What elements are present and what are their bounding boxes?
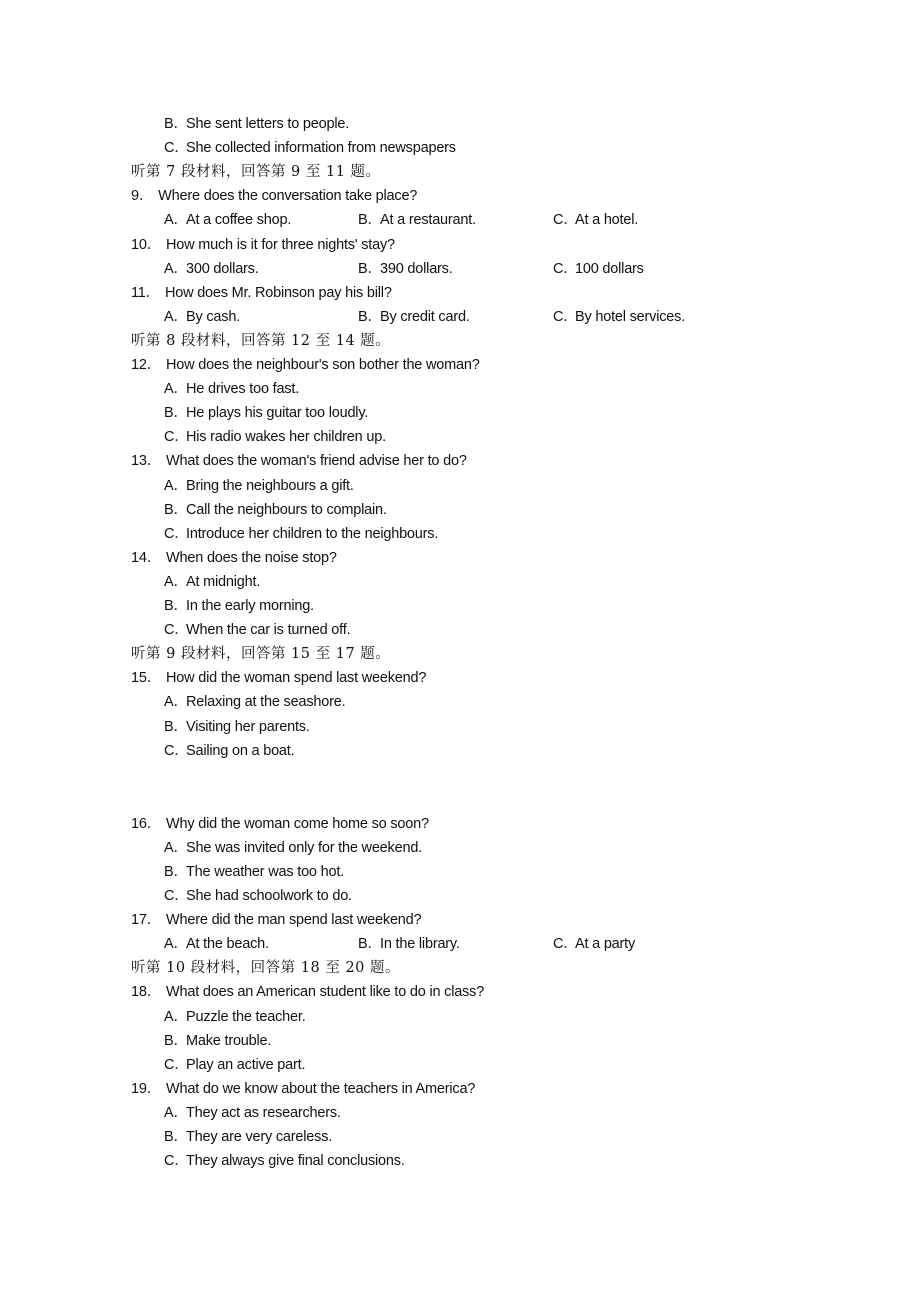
answer-option [164, 740, 294, 762]
question-line [131, 234, 395, 256]
option-text: By cash. [186, 308, 241, 325]
option-text: Puzzle the teacher. [186, 1008, 306, 1025]
option-text: They are very careless. [186, 1129, 333, 1145]
question-text: How does Mr. Robinson pay his bill? [164, 284, 392, 301]
option-letter: C． [164, 742, 189, 759]
question-number: 18． [131, 984, 162, 1001]
option-text: At the beach. [186, 936, 269, 953]
answer-option [164, 595, 314, 617]
answer-option [164, 378, 299, 400]
option-letter: B． [164, 501, 188, 518]
answer-option [553, 306, 685, 328]
section-instruction: 听第 9 段材料，回答第 15 至 17 题。 [131, 646, 391, 663]
option-text: She sent letters to people. [186, 116, 350, 132]
question-line [131, 185, 417, 207]
option-text: The weather was too hot. [186, 863, 345, 880]
option-letter: C． [164, 1056, 189, 1073]
option-letter: B． [164, 598, 188, 614]
option-letter: C． [553, 936, 578, 953]
option-letter: C． [164, 888, 189, 904]
option-text: He plays his guitar too loudly. [186, 405, 369, 422]
answer-option [164, 475, 354, 497]
option-letter: B． [358, 936, 382, 953]
answer-option [358, 258, 453, 280]
question-line [131, 547, 337, 569]
answer-option [164, 499, 387, 521]
answer-option [164, 885, 352, 907]
option-letter: B． [358, 212, 382, 229]
option-letter: C． [164, 429, 189, 446]
question-text: What do we know about the teachers in America? [166, 1080, 476, 1097]
answer-option [164, 1030, 271, 1052]
option-letter: A． [164, 308, 188, 325]
option-text: She had schoolwork to do. [186, 888, 352, 904]
answer-option [164, 426, 386, 448]
question-number: 14． [131, 549, 162, 566]
option-letter: C． [164, 525, 189, 542]
answer-option [164, 1006, 306, 1028]
answer-option [164, 306, 240, 328]
answer-option [164, 1054, 305, 1076]
option-letter: B． [358, 260, 382, 277]
question-text: How much is it for three nights' stay? [166, 236, 395, 253]
question-text: Where does the conversation take place? [158, 188, 418, 205]
question-line [131, 667, 426, 689]
question-text: How does the neighbour's son bother the woman? [166, 357, 480, 373]
option-letter: B． [164, 405, 188, 422]
option-letter: C． [553, 260, 578, 277]
option-letter: A． [164, 260, 188, 277]
answer-option [164, 402, 368, 424]
option-text: Bring the neighbours a gift. [186, 477, 354, 494]
question-text: Where did the man spend last weekend? [166, 912, 422, 929]
option-letter: A． [164, 212, 188, 229]
option-text: Relaxing at the seashore. [186, 694, 346, 711]
option-text: She collected information from newspapers [186, 140, 456, 157]
question-line [131, 282, 392, 304]
option-text: Play an active part. [186, 1056, 306, 1073]
option-text: She was invited only for the weekend. [186, 839, 423, 856]
option-text: At a party [575, 936, 636, 953]
answer-option [164, 137, 456, 159]
question-number: 15． [131, 670, 162, 687]
answer-option [164, 1126, 332, 1148]
answer-option [164, 716, 310, 738]
option-text: At a coffee shop. [186, 212, 292, 229]
option-letter: C． [164, 1153, 189, 1170]
question-line [131, 909, 421, 931]
answer-option [164, 523, 438, 545]
question-text: What does an American student like to do in class? [166, 984, 485, 1001]
answer-option [358, 933, 460, 955]
option-letter: A． [164, 573, 188, 590]
question-number: 19． [131, 1080, 162, 1097]
option-text: By credit card. [380, 308, 470, 325]
answer-option [164, 113, 349, 135]
option-letter: B． [164, 1032, 188, 1049]
option-text: He drives too fast. [186, 381, 300, 398]
answer-option [164, 691, 345, 713]
question-number: 12． [131, 357, 162, 373]
section-instruction: 听第 10 段材料，回答第 18 至 20 题。 [131, 960, 401, 977]
option-text: At a hotel. [575, 212, 639, 229]
answer-option [164, 571, 260, 593]
option-letter: B． [164, 1129, 188, 1145]
question-number: 11． [131, 284, 160, 301]
question-number: 16． [131, 815, 162, 832]
option-text: Visiting her parents. [186, 718, 310, 735]
option-text: At midnight. [186, 573, 261, 590]
option-letter: C． [164, 622, 189, 639]
option-letter: A． [164, 1104, 188, 1121]
option-letter: A． [164, 694, 188, 711]
option-text: Sailing on a boat. [186, 742, 295, 759]
option-letter: A． [164, 1008, 188, 1025]
option-text: They act as researchers. [186, 1104, 341, 1121]
answer-option [164, 837, 422, 859]
option-text: They always give final conclusions. [186, 1153, 405, 1170]
option-text: Call the neighbours to complain. [186, 501, 387, 518]
question-line [131, 1078, 475, 1100]
answer-option [164, 1150, 405, 1172]
answer-option [164, 1102, 341, 1124]
question-text: What does the woman's friend advise her to do? [166, 453, 467, 470]
question-number: 17． [131, 912, 162, 929]
option-text: Make trouble. [186, 1032, 272, 1049]
option-letter: B． [164, 116, 188, 132]
option-text: His radio wakes her children up. [186, 429, 386, 446]
option-letter: C． [553, 212, 578, 229]
answer-option [164, 861, 344, 883]
answer-option [164, 258, 259, 280]
option-letter: B． [164, 718, 188, 735]
option-text: When the car is turned off. [186, 622, 351, 639]
option-text: By hotel services. [575, 308, 686, 325]
option-letter: C． [164, 140, 189, 157]
answer-option [358, 209, 476, 231]
answer-option [358, 306, 470, 328]
question-number: 10． [131, 236, 162, 253]
question-text: How did the woman spend last weekend? [166, 670, 427, 687]
option-letter: C． [553, 308, 578, 325]
answer-option [164, 933, 269, 955]
question-number: 9． [131, 188, 154, 205]
option-letter: A． [164, 839, 188, 856]
option-text: 100 dollars [575, 260, 644, 277]
answer-option [553, 258, 644, 280]
answer-option [553, 933, 635, 955]
section-instruction: 听第 8 段材料，回答第 12 至 14 题。 [131, 332, 391, 349]
answer-option [164, 619, 350, 641]
option-letter: A． [164, 381, 188, 398]
section-instruction: 听第 7 段材料，回答第 9 至 11 题。 [131, 164, 381, 181]
question-line [131, 813, 429, 835]
option-letter: B． [358, 308, 382, 325]
option-text: 300 dollars. [186, 260, 259, 277]
option-text: Introduce her children to the neighbours. [186, 525, 439, 542]
option-letter: B． [164, 863, 188, 880]
question-text: When does the noise stop? [166, 549, 337, 566]
question-line [131, 354, 480, 376]
answer-option [164, 209, 291, 231]
option-letter: A． [164, 936, 188, 953]
option-text: At a restaurant. [380, 212, 476, 229]
answer-option [553, 209, 638, 231]
option-letter: A． [164, 477, 188, 494]
option-text: In the early morning. [186, 598, 314, 614]
option-text: 390 dollars. [380, 260, 453, 277]
question-number: 13． [131, 453, 162, 470]
question-text: Why did the woman come home so soon? [166, 815, 429, 832]
option-text: In the library. [380, 936, 460, 953]
question-line [131, 450, 467, 472]
question-line [131, 981, 484, 1003]
